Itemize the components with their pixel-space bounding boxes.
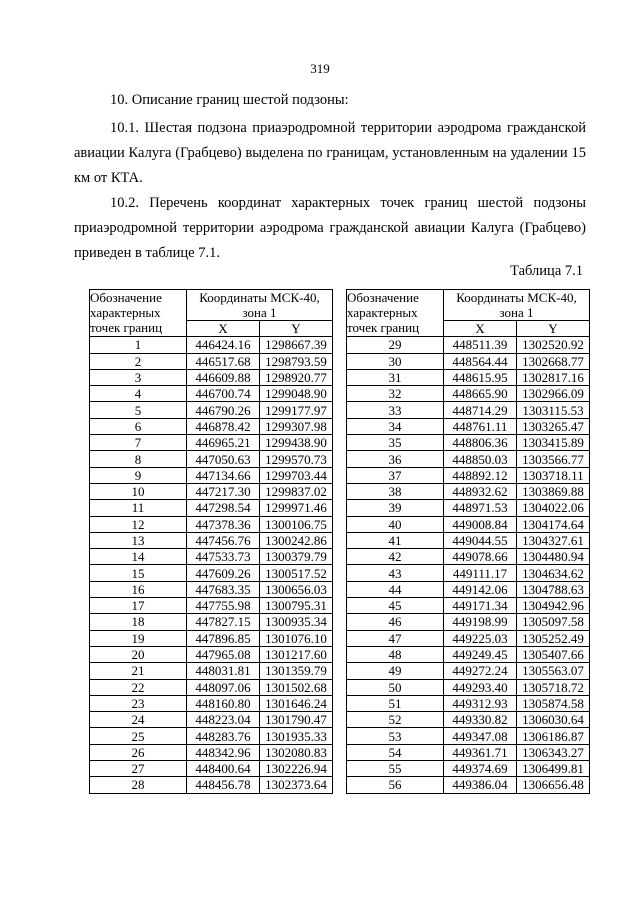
y-coordinate-cell: 1298920.77 — [260, 369, 333, 385]
point-number-cell: 21 — [90, 663, 187, 679]
table-row — [90, 337, 333, 353]
x-coordinate-cell: 448850.03 — [444, 451, 517, 467]
table-row — [347, 712, 590, 728]
point-number-cell: 3 — [90, 369, 187, 385]
point-number-cell: 9 — [90, 467, 187, 483]
y-coordinate-cell: 1306499.81 — [517, 761, 590, 777]
point-number-cell: 28 — [90, 777, 187, 793]
y-coordinate-cell: 1306343.27 — [517, 744, 590, 760]
x-coordinate-cell: 449142.06 — [444, 581, 517, 597]
header-y: Y — [260, 321, 333, 337]
y-coordinate-cell: 1305718.72 — [517, 679, 590, 695]
header-coordinates — [187, 290, 333, 321]
y-coordinate-cell: 1301790.47 — [260, 712, 333, 728]
point-number-cell: 34 — [347, 418, 444, 434]
point-number-cell: 11 — [90, 500, 187, 516]
point-number-cell: 56 — [347, 777, 444, 793]
x-coordinate-cell: 447134.66 — [187, 467, 260, 483]
point-number-cell: 47 — [347, 630, 444, 646]
x-coordinate-cell: 446878.42 — [187, 418, 260, 434]
point-number-cell: 19 — [90, 630, 187, 646]
coordinates-table-right — [346, 289, 590, 794]
table-body-right — [347, 337, 590, 793]
table-row — [90, 435, 333, 451]
table-caption: Таблица 7.1 — [510, 263, 583, 279]
x-coordinate-cell: 446517.68 — [187, 353, 260, 369]
x-coordinate-cell: 448615.95 — [444, 369, 517, 385]
header-point-designation — [90, 290, 187, 337]
header-point-line1: Обозначение — [90, 290, 162, 305]
table-row — [347, 565, 590, 581]
y-coordinate-cell: 1298793.59 — [260, 353, 333, 369]
x-coordinate-cell: 447298.54 — [187, 500, 260, 516]
point-number-cell: 35 — [347, 435, 444, 451]
point-number-cell: 13 — [90, 532, 187, 548]
y-coordinate-cell: 1301076.10 — [260, 630, 333, 646]
header-coordinates — [444, 290, 590, 321]
x-coordinate-cell: 449111.17 — [444, 565, 517, 581]
table-row — [347, 402, 590, 418]
y-coordinate-cell: 1305252.49 — [517, 630, 590, 646]
table-row — [347, 679, 590, 695]
y-coordinate-cell: 1299703.44 — [260, 467, 333, 483]
x-coordinate-cell: 448665.90 — [444, 386, 517, 402]
y-coordinate-cell: 1301502.68 — [260, 679, 333, 695]
table-row — [90, 483, 333, 499]
y-coordinate-cell: 1301359.79 — [260, 663, 333, 679]
y-coordinate-cell: 1304788.63 — [517, 581, 590, 597]
point-number-cell: 49 — [347, 663, 444, 679]
y-coordinate-cell: 1300517.52 — [260, 565, 333, 581]
header-point-line3: точек границ — [90, 320, 163, 335]
x-coordinate-cell: 448097.06 — [187, 679, 260, 695]
table-row — [347, 646, 590, 662]
y-coordinate-cell: 1303415.89 — [517, 435, 590, 451]
x-coordinate-cell: 449330.82 — [444, 712, 517, 728]
x-coordinate-cell: 449225.03 — [444, 630, 517, 646]
table-row — [90, 744, 333, 760]
point-number-cell: 15 — [90, 565, 187, 581]
point-number-cell: 16 — [90, 581, 187, 597]
point-number-cell: 48 — [347, 646, 444, 662]
x-coordinate-cell: 448283.76 — [187, 728, 260, 744]
x-coordinate-cell: 449078.66 — [444, 549, 517, 565]
y-coordinate-cell: 1303869.88 — [517, 483, 590, 499]
table-row — [347, 614, 590, 630]
y-coordinate-cell: 1300656.03 — [260, 581, 333, 597]
table-row — [347, 451, 590, 467]
x-coordinate-cell: 448714.29 — [444, 402, 517, 418]
point-number-cell: 41 — [347, 532, 444, 548]
y-coordinate-cell: 1305407.66 — [517, 646, 590, 662]
table-row — [90, 418, 333, 434]
point-number-cell: 24 — [90, 712, 187, 728]
y-coordinate-cell: 1303115.53 — [517, 402, 590, 418]
header-x: X — [444, 321, 517, 337]
y-coordinate-cell: 1299971.46 — [260, 500, 333, 516]
table-row — [347, 337, 590, 353]
x-coordinate-cell: 448761.11 — [444, 418, 517, 434]
point-number-cell: 44 — [347, 581, 444, 597]
point-number-cell: 36 — [347, 451, 444, 467]
header-coords-line1: Координаты МСК-40, — [199, 290, 320, 305]
y-coordinate-cell: 1300106.75 — [260, 516, 333, 532]
y-coordinate-cell: 1304022.06 — [517, 500, 590, 516]
point-number-cell: 10 — [90, 483, 187, 499]
header-point-line3: точек границ — [347, 320, 420, 335]
point-number-cell: 45 — [347, 598, 444, 614]
header-point-designation — [347, 290, 444, 337]
y-coordinate-cell: 1299177.97 — [260, 402, 333, 418]
page-number: 319 — [310, 61, 330, 76]
y-coordinate-cell: 1302080.83 — [260, 744, 333, 760]
point-number-cell: 25 — [90, 728, 187, 744]
x-coordinate-cell: 449293.40 — [444, 679, 517, 695]
table-row — [90, 663, 333, 679]
point-number-cell: 6 — [90, 418, 187, 434]
y-coordinate-cell: 1305097.58 — [517, 614, 590, 630]
y-coordinate-cell: 1304942.96 — [517, 598, 590, 614]
point-number-cell: 55 — [347, 761, 444, 777]
table-row — [347, 777, 590, 793]
point-number-cell: 50 — [347, 679, 444, 695]
y-coordinate-cell: 1302226.94 — [260, 761, 333, 777]
x-coordinate-cell: 449044.55 — [444, 532, 517, 548]
table-row — [347, 695, 590, 711]
table-row — [347, 500, 590, 516]
x-coordinate-cell: 448160.80 — [187, 695, 260, 711]
point-number-cell: 53 — [347, 728, 444, 744]
header-point-line2: характерных — [90, 305, 161, 320]
point-number-cell: 23 — [90, 695, 187, 711]
point-number-cell: 54 — [347, 744, 444, 760]
y-coordinate-cell: 1304480.94 — [517, 549, 590, 565]
x-coordinate-cell: 448031.81 — [187, 663, 260, 679]
y-coordinate-cell: 1306030.64 — [517, 712, 590, 728]
point-number-cell: 7 — [90, 435, 187, 451]
y-coordinate-cell: 1306186.87 — [517, 728, 590, 744]
x-coordinate-cell: 448971.53 — [444, 500, 517, 516]
x-coordinate-cell: 447827.15 — [187, 614, 260, 630]
point-number-cell: 18 — [90, 614, 187, 630]
x-coordinate-cell: 447378.36 — [187, 516, 260, 532]
header-x: X — [187, 321, 260, 337]
table-row — [347, 435, 590, 451]
x-coordinate-cell: 449312.93 — [444, 695, 517, 711]
point-number-cell: 1 — [90, 337, 187, 353]
point-number-cell: 22 — [90, 679, 187, 695]
point-number-cell: 26 — [90, 744, 187, 760]
table-row — [347, 630, 590, 646]
point-number-cell: 39 — [347, 500, 444, 516]
x-coordinate-cell: 449171.34 — [444, 598, 517, 614]
y-coordinate-cell: 1302817.16 — [517, 369, 590, 385]
x-coordinate-cell: 446790.26 — [187, 402, 260, 418]
table-row — [347, 581, 590, 597]
y-coordinate-cell: 1299307.98 — [260, 418, 333, 434]
table-row — [90, 451, 333, 467]
x-coordinate-cell: 448564.44 — [444, 353, 517, 369]
table-row — [347, 598, 590, 614]
x-coordinate-cell: 447683.35 — [187, 581, 260, 597]
y-coordinate-cell: 1303718.11 — [517, 467, 590, 483]
point-number-cell: 17 — [90, 598, 187, 614]
table-row — [347, 728, 590, 744]
table-row — [90, 402, 333, 418]
y-coordinate-cell: 1299837.02 — [260, 483, 333, 499]
x-coordinate-cell: 448456.78 — [187, 777, 260, 793]
table-row — [90, 353, 333, 369]
table-row — [347, 549, 590, 565]
x-coordinate-cell: 447965.08 — [187, 646, 260, 662]
x-coordinate-cell: 447755.98 — [187, 598, 260, 614]
y-coordinate-cell: 1304327.61 — [517, 532, 590, 548]
x-coordinate-cell: 448400.64 — [187, 761, 260, 777]
table-row — [90, 777, 333, 793]
x-coordinate-cell: 446965.21 — [187, 435, 260, 451]
x-coordinate-cell: 449374.69 — [444, 761, 517, 777]
point-number-cell: 30 — [347, 353, 444, 369]
table-row — [90, 467, 333, 483]
x-coordinate-cell: 449198.99 — [444, 614, 517, 630]
header-coords-line2: зона 1 — [242, 305, 277, 320]
table-row — [90, 695, 333, 711]
table-row — [90, 646, 333, 662]
y-coordinate-cell: 1300242.86 — [260, 532, 333, 548]
point-number-cell: 52 — [347, 712, 444, 728]
y-coordinate-cell: 1299570.73 — [260, 451, 333, 467]
header-point-line2: характерных — [347, 305, 418, 320]
y-coordinate-cell: 1304634.62 — [517, 565, 590, 581]
header-coords-line2: зона 1 — [499, 305, 534, 320]
table-row — [90, 500, 333, 516]
table-row — [90, 581, 333, 597]
y-coordinate-cell: 1305874.58 — [517, 695, 590, 711]
y-coordinate-cell: 1305563.07 — [517, 663, 590, 679]
table-row — [347, 467, 590, 483]
y-coordinate-cell: 1304174.64 — [517, 516, 590, 532]
header-coords-line1: Координаты МСК-40, — [456, 290, 577, 305]
table-row — [347, 761, 590, 777]
point-number-cell: 46 — [347, 614, 444, 630]
table-row — [90, 369, 333, 385]
table-row — [90, 712, 333, 728]
point-number-cell: 20 — [90, 646, 187, 662]
x-coordinate-cell: 447456.76 — [187, 532, 260, 548]
y-coordinate-cell: 1303265.47 — [517, 418, 590, 434]
table-row — [90, 614, 333, 630]
point-number-cell: 14 — [90, 549, 187, 565]
point-number-cell: 8 — [90, 451, 187, 467]
section-heading: 10. Описание границ шестой подзоны: — [110, 92, 349, 108]
y-coordinate-cell: 1302373.64 — [260, 777, 333, 793]
table-row — [347, 369, 590, 385]
point-number-cell: 4 — [90, 386, 187, 402]
x-coordinate-cell: 447896.85 — [187, 630, 260, 646]
y-coordinate-cell: 1302966.09 — [517, 386, 590, 402]
point-number-cell: 27 — [90, 761, 187, 777]
point-number-cell: 2 — [90, 353, 187, 369]
y-coordinate-cell: 1302520.92 — [517, 337, 590, 353]
table-row — [347, 418, 590, 434]
x-coordinate-cell: 449386.04 — [444, 777, 517, 793]
point-number-cell: 12 — [90, 516, 187, 532]
table-row — [347, 744, 590, 760]
y-coordinate-cell: 1306656.48 — [517, 777, 590, 793]
point-number-cell: 51 — [347, 695, 444, 711]
point-number-cell: 40 — [347, 516, 444, 532]
table-row — [347, 483, 590, 499]
table-row — [90, 516, 333, 532]
y-coordinate-cell: 1301935.33 — [260, 728, 333, 744]
header-y: Y — [517, 321, 590, 337]
table-body-left — [90, 337, 333, 793]
x-coordinate-cell: 447533.73 — [187, 549, 260, 565]
table-row — [90, 630, 333, 646]
x-coordinate-cell: 449361.71 — [444, 744, 517, 760]
table-row — [90, 532, 333, 548]
x-coordinate-cell: 446424.16 — [187, 337, 260, 353]
table-row — [347, 532, 590, 548]
x-coordinate-cell: 449272.24 — [444, 663, 517, 679]
point-number-cell: 32 — [347, 386, 444, 402]
x-coordinate-cell: 448223.04 — [187, 712, 260, 728]
table-row — [347, 516, 590, 532]
table-row — [347, 663, 590, 679]
x-coordinate-cell: 448806.36 — [444, 435, 517, 451]
table-row — [90, 679, 333, 695]
x-coordinate-cell: 449347.08 — [444, 728, 517, 744]
x-coordinate-cell: 448342.96 — [187, 744, 260, 760]
table-row — [90, 386, 333, 402]
x-coordinate-cell: 448511.39 — [444, 337, 517, 353]
y-coordinate-cell: 1300379.79 — [260, 549, 333, 565]
x-coordinate-cell: 448932.62 — [444, 483, 517, 499]
x-coordinate-cell: 446609.88 — [187, 369, 260, 385]
y-coordinate-cell: 1300935.34 — [260, 614, 333, 630]
y-coordinate-cell: 1300795.31 — [260, 598, 333, 614]
coordinates-table-left — [89, 289, 333, 794]
x-coordinate-cell: 447050.63 — [187, 451, 260, 467]
paragraph-10-1: 10.1. Шестая подзона приаэродромной территории аэродрома гражданской авиации Калуга (Грабцево) выделена по границам, установленным на удалении 15 км от КТА. — [74, 120, 586, 186]
x-coordinate-cell: 446700.74 — [187, 386, 260, 402]
y-coordinate-cell: 1301217.60 — [260, 646, 333, 662]
x-coordinate-cell: 448892.12 — [444, 467, 517, 483]
y-coordinate-cell: 1301646.24 — [260, 695, 333, 711]
table-row — [90, 565, 333, 581]
point-number-cell: 37 — [347, 467, 444, 483]
table-row — [347, 353, 590, 369]
x-coordinate-cell: 447217.30 — [187, 483, 260, 499]
header-point-line1: Обозначение — [347, 290, 419, 305]
y-coordinate-cell: 1303566.77 — [517, 451, 590, 467]
y-coordinate-cell: 1299048.90 — [260, 386, 333, 402]
point-number-cell: 43 — [347, 565, 444, 581]
x-coordinate-cell: 449249.45 — [444, 646, 517, 662]
x-coordinate-cell: 449008.84 — [444, 516, 517, 532]
point-number-cell: 42 — [347, 549, 444, 565]
point-number-cell: 5 — [90, 402, 187, 418]
table-row — [90, 549, 333, 565]
y-coordinate-cell: 1302668.77 — [517, 353, 590, 369]
paragraph-10-2: 10.2. Перечень координат характерных точек границ шестой подзоны приаэродромной территории аэродрома гражданской авиации Калуга (Грабцево) приведен в таблице 7.1. — [74, 195, 586, 261]
y-coordinate-cell: 1298667.39 — [260, 337, 333, 353]
point-number-cell: 38 — [347, 483, 444, 499]
point-number-cell: 31 — [347, 369, 444, 385]
y-coordinate-cell: 1299438.90 — [260, 435, 333, 451]
point-number-cell: 29 — [347, 337, 444, 353]
table-row — [90, 598, 333, 614]
table-row — [347, 386, 590, 402]
x-coordinate-cell: 447609.26 — [187, 565, 260, 581]
point-number-cell: 33 — [347, 402, 444, 418]
table-row — [90, 728, 333, 744]
table-row — [90, 761, 333, 777]
